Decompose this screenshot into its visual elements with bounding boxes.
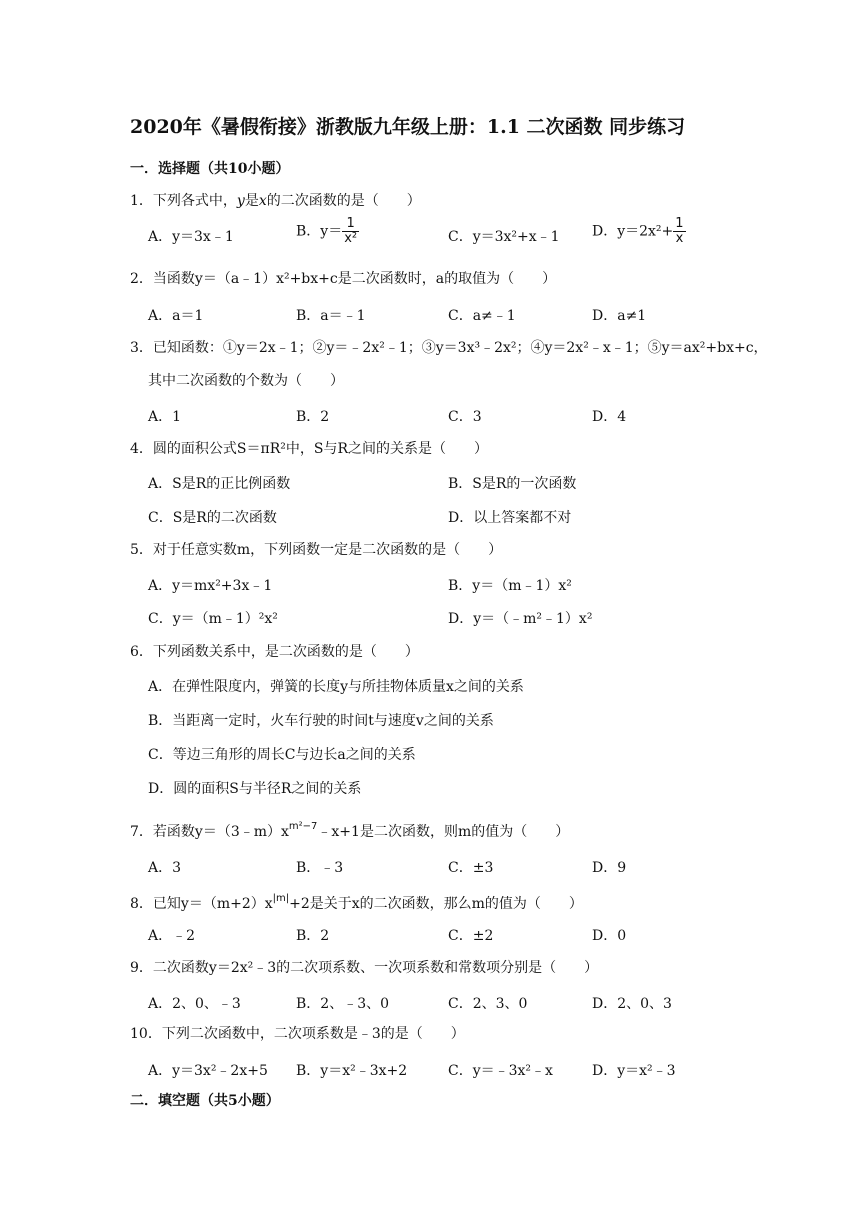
q6-option-d[interactable]: D．圆的面积S与半径R之间的关系: [148, 781, 362, 797]
q6-option-a[interactable]: A．在弹性限度内，弹簧的长度y与所挂物体质量x之间的关系: [148, 679, 524, 695]
question-1-stem: 1．下列各式中，y是x的二次函数的是（ ）: [130, 193, 421, 209]
q3-option-b[interactable]: B．2: [296, 409, 330, 425]
question-7-stem: 7．若函数$y=(3﹣m)x^{m^2-7}﹣x+1$是二次函数，则m的值为（ ）: [130, 821, 570, 840]
document-title: 2020年《暑假衔接》浙教版九年级上册：1.1 二次函数 同步练习: [130, 116, 686, 138]
question-4-stem: 4．圆的面积公式S＝πR²中，S与R之间的关系是（ ）: [130, 441, 488, 457]
q10-option-d[interactable]: D．y＝x²﹣3: [592, 1063, 676, 1079]
q1-option-a[interactable]: A．y＝3x﹣1: [148, 229, 234, 245]
q7-option-a[interactable]: A．3: [148, 860, 182, 876]
question-3-stem-line2: 其中二次函数的个数为（ ）: [148, 373, 344, 389]
q9-option-b[interactable]: B．2、﹣3、0: [296, 996, 390, 1012]
q1-option-b[interactable]: B．y＝ $\frac{1}{\text{x²}}$: [296, 216, 358, 246]
q7-option-b[interactable]: B．﹣3: [296, 860, 344, 876]
question-10-stem: 10．下列二次函数中，二次项系数是﹣3的是（ ）: [130, 1026, 465, 1042]
question-8-stem: 8．已知$y=(m+2)x^{|m|}+2$是关于x的二次函数，那么m的值为（ ）: [130, 893, 583, 912]
q10-option-b[interactable]: B．y＝x²﹣3x+2: [296, 1063, 408, 1079]
q2-option-a[interactable]: A．a＝1: [148, 308, 204, 324]
q7-option-d[interactable]: D．9: [592, 860, 627, 876]
q8-option-c[interactable]: C．±2: [448, 928, 494, 944]
question-9-stem: 9．二次函数y＝2x²﹣3的二次项系数、一次项系数和常数项分别是（ ）: [130, 960, 599, 976]
q6-option-b[interactable]: B．当距离一定时，火车行驶的时间t与速度v之间的关系: [148, 713, 494, 729]
q3-option-d[interactable]: D．4: [592, 409, 627, 425]
q5-option-b[interactable]: B．y＝（m﹣1）x²: [448, 578, 572, 594]
q7-option-c[interactable]: C．±3: [448, 860, 494, 876]
q3-option-c[interactable]: C．3: [448, 409, 482, 425]
q7-exponent: m²−7: [288, 821, 318, 832]
q5-option-d[interactable]: D．y＝（﹣m²﹣1）x²: [448, 611, 593, 627]
q4-option-d[interactable]: D．以上答案都不对: [448, 510, 572, 526]
q4-option-b[interactable]: B．S是R的一次函数: [448, 476, 577, 492]
section-heading-fill-in: 二．填空题（共5小题）: [130, 1093, 280, 1109]
question-6-stem: 6．下列函数关系中，是二次函数的是（ ）: [130, 644, 419, 660]
question-3-stem-line1: 3．已知函数：①y＝2x﹣1；②y＝﹣2x²﹣1；③y＝3x³﹣2x²；④y＝2x²﹣x﹣1；⑤y＝ax²+bx+c，: [130, 340, 768, 356]
q9-option-d[interactable]: D．2、0、3: [592, 996, 672, 1012]
q8-exponent: |m|: [272, 893, 290, 904]
question-5-stem: 5．对于任意实数m，下列函数一定是二次函数的是（ ）: [130, 542, 503, 558]
q4-option-c[interactable]: C．S是R的二次函数: [148, 510, 277, 526]
q1-option-d[interactable]: D．y＝2x²+ $\frac{1}{x}$: [592, 216, 684, 246]
q10-option-a[interactable]: A．y＝3x²﹣2x+5: [148, 1063, 268, 1079]
section-heading-choice: 一．选择题（共10小题）: [130, 161, 290, 177]
q9-option-c[interactable]: C．2、3、0: [448, 996, 528, 1012]
q4-option-a[interactable]: A．S是R的正比例函数: [148, 476, 291, 492]
q2-option-c[interactable]: C．a≠﹣1: [448, 308, 516, 324]
q2-option-b[interactable]: B．a＝﹣1: [296, 308, 366, 324]
q8-option-a[interactable]: A．﹣2: [148, 928, 196, 944]
q1-option-c[interactable]: C．y＝3x²+x﹣1: [448, 229, 560, 245]
q10-option-c[interactable]: C．y＝﹣3x²﹣x: [448, 1063, 553, 1079]
q3-option-a[interactable]: A．1: [148, 409, 182, 425]
q2-option-d[interactable]: D．a≠1: [592, 308, 647, 324]
q8-option-b[interactable]: B．2: [296, 928, 330, 944]
q5-option-c[interactable]: C．y＝（m﹣1）²x²: [148, 611, 278, 627]
q9-option-a[interactable]: A．2、0、﹣3: [148, 996, 241, 1012]
q5-option-a[interactable]: A．y＝mx²+3x﹣1: [148, 578, 273, 594]
question-2-stem: 2．当函数y＝（a﹣1）x²+bx+c是二次函数时，a的取值为（ ）: [130, 271, 557, 287]
q6-option-c[interactable]: C．等边三角形的周长C与边长a之间的关系: [148, 747, 416, 763]
q8-option-d[interactable]: D．0: [592, 928, 627, 944]
